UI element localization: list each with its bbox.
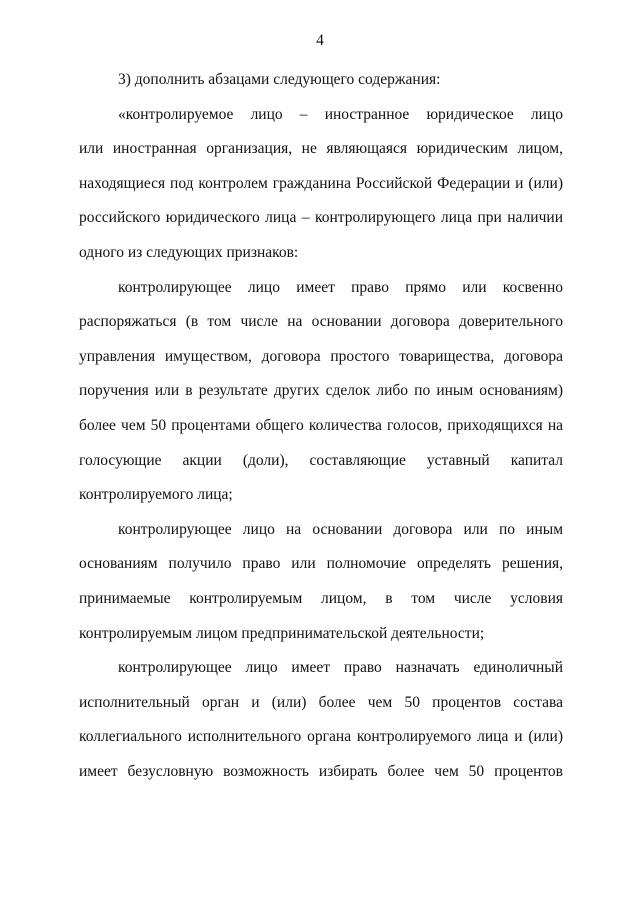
text-line: контролирующее лицо имеет право назначать единоличный bbox=[118, 659, 563, 677]
text-line: российского юридического лица – контролирующего лица при наличии bbox=[79, 209, 563, 227]
paragraph bbox=[79, 513, 563, 651]
text-line: контролирующее лицо имеет право прямо или косвенно bbox=[118, 278, 563, 296]
text-line: находящиеся под контролем гражданина Российской Федерации и (или) bbox=[79, 174, 563, 192]
text-line: или иностранная организация, не являющаяся юридическим лицом, bbox=[79, 140, 563, 158]
text-line: поручения или в результате других сделок либо по иным основаниям) bbox=[79, 382, 563, 400]
text-line: распоряжаться (в том числе на основании договора доверительного bbox=[79, 313, 563, 331]
text-line: 3) дополнить абзацами следующего содержания: bbox=[118, 71, 441, 88]
text-line: имеет безусловную возможность избирать более чем 50 процентов bbox=[79, 762, 563, 780]
paragraph bbox=[79, 98, 563, 271]
text-line: исполнительный орган и (или) более чем 50 процентов состава bbox=[79, 693, 563, 711]
text-line: коллегиального исполнительного органа контролируемого лица и (или) bbox=[79, 728, 563, 746]
paragraph bbox=[79, 63, 563, 98]
document-body bbox=[79, 63, 563, 789]
text-line: более чем 50 процентами общего количества голосов, приходящихся на bbox=[79, 416, 563, 434]
text-line: принимаемые контролируемым лицом, в том числе условия bbox=[79, 589, 563, 607]
text-line: одного из следующих признаков: bbox=[79, 243, 299, 261]
text-line: основаниям получило право или полномочие определять решения, bbox=[79, 555, 563, 573]
page-number: 4 bbox=[316, 32, 324, 49]
text-line: голосующие акции (доли), составляющие уставный капитал bbox=[79, 451, 563, 469]
paragraph bbox=[79, 651, 563, 789]
text-line: управления имуществом, договора простого товарищества, договора bbox=[79, 347, 563, 365]
text-line: контролируемого лица; bbox=[79, 486, 233, 504]
text-line: контролирующее лицо на основании договора или по иным bbox=[118, 520, 563, 538]
text-line: «контролируемое лицо – иностранное юридическое лицо bbox=[118, 105, 563, 123]
paragraph bbox=[79, 271, 563, 513]
text-line: контролируемым лицом предпринимательской деятельности; bbox=[79, 624, 485, 642]
